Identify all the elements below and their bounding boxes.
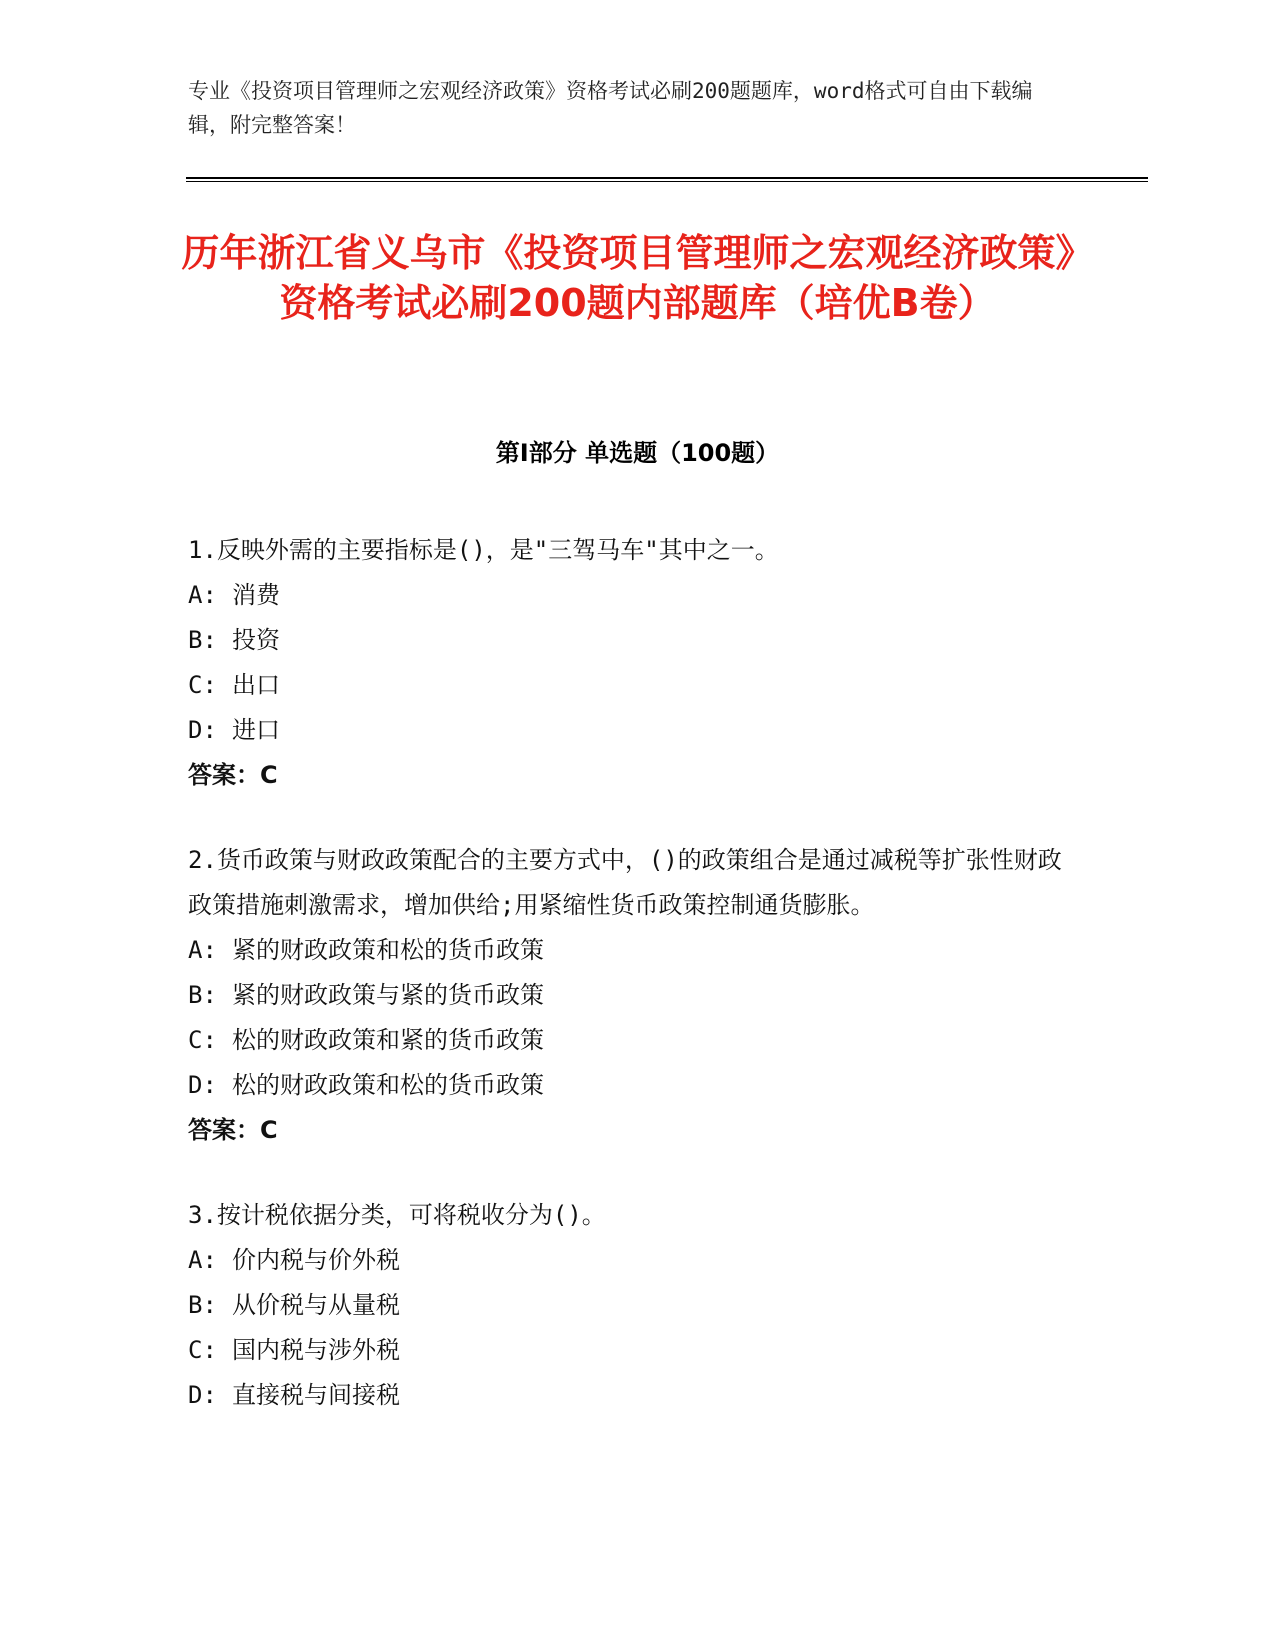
- option-b: [188, 1283, 1068, 1328]
- header-note: 专业《投资项目管理师之宏观经济政策》资格考试必刷200题题库，word格式可自由下载编辑，附完整答案！: [188, 79, 1033, 137]
- option-text: 投资: [232, 626, 280, 654]
- header-divider-thick: [186, 177, 1148, 179]
- option-text: 松的财政政策和松的货币政策: [232, 1071, 544, 1099]
- option-letter: A:: [188, 936, 217, 964]
- option-letter: D:: [188, 716, 217, 744]
- option-text: 紧的财政政策和松的货币政策: [232, 936, 544, 964]
- answer-line: 答案：C: [188, 761, 278, 789]
- option-text: 直接税与间接税: [232, 1381, 400, 1409]
- option-letter: A:: [188, 581, 217, 609]
- option-letter: B:: [188, 1291, 217, 1319]
- option-text: 松的财政政策和紧的货币政策: [232, 1026, 544, 1054]
- option-letter: C:: [188, 1336, 217, 1364]
- question-stem: 3.按计税依据分类，可将税收分为()。: [188, 1201, 606, 1229]
- option-letter: D:: [188, 1071, 217, 1099]
- option-text: 进口: [232, 716, 280, 744]
- option-letter: B:: [188, 981, 217, 1009]
- option-b: [188, 618, 1068, 663]
- option-a: [188, 573, 1068, 618]
- option-a: [188, 928, 1068, 973]
- option-text: 从价税与从量税: [232, 1291, 400, 1319]
- question-stem: 2.货币政策与财政政策配合的主要方式中，()的政策组合是通过减税等扩张性财政政策措施刺激需求，增加供给;用紧缩性货币政策控制通货膨胀。: [188, 846, 1062, 919]
- option-letter: C:: [188, 1026, 217, 1054]
- option-text: 价内税与价外税: [232, 1246, 400, 1274]
- option-c: [188, 663, 1068, 708]
- question-list: [188, 528, 1068, 1458]
- question-3: [188, 1193, 1068, 1418]
- option-text: 消费: [232, 581, 280, 609]
- question-1: [188, 528, 1068, 798]
- option-text: 紧的财政政策与紧的货币政策: [232, 981, 544, 1009]
- option-letter: D:: [188, 1381, 217, 1409]
- option-text: 出口: [232, 671, 280, 699]
- option-b: [188, 973, 1068, 1018]
- option-letter: C:: [188, 671, 217, 699]
- option-c: [188, 1328, 1068, 1373]
- option-a: [188, 1238, 1068, 1283]
- answer-line: 答案：C: [188, 1116, 278, 1144]
- document-title: 历年浙江省义乌市《投资项目管理师之宏观经济政策》资格考试必刷200题内部题库（培优B卷）: [181, 231, 1094, 325]
- header-divider-thin: [186, 181, 1148, 182]
- option-letter: B:: [188, 626, 217, 654]
- option-c: [188, 1018, 1068, 1063]
- option-letter: A:: [188, 1246, 217, 1274]
- option-d: [188, 1063, 1068, 1108]
- question-2: [188, 838, 1068, 1153]
- question-stem: 1.反映外需的主要指标是()，是"三驾马车"其中之一。: [188, 536, 779, 564]
- option-d: [188, 1373, 1068, 1418]
- option-text: 国内税与涉外税: [232, 1336, 400, 1364]
- option-d: [188, 708, 1068, 753]
- section-title: 第Ⅰ部分 单选题（100题）: [495, 439, 780, 467]
